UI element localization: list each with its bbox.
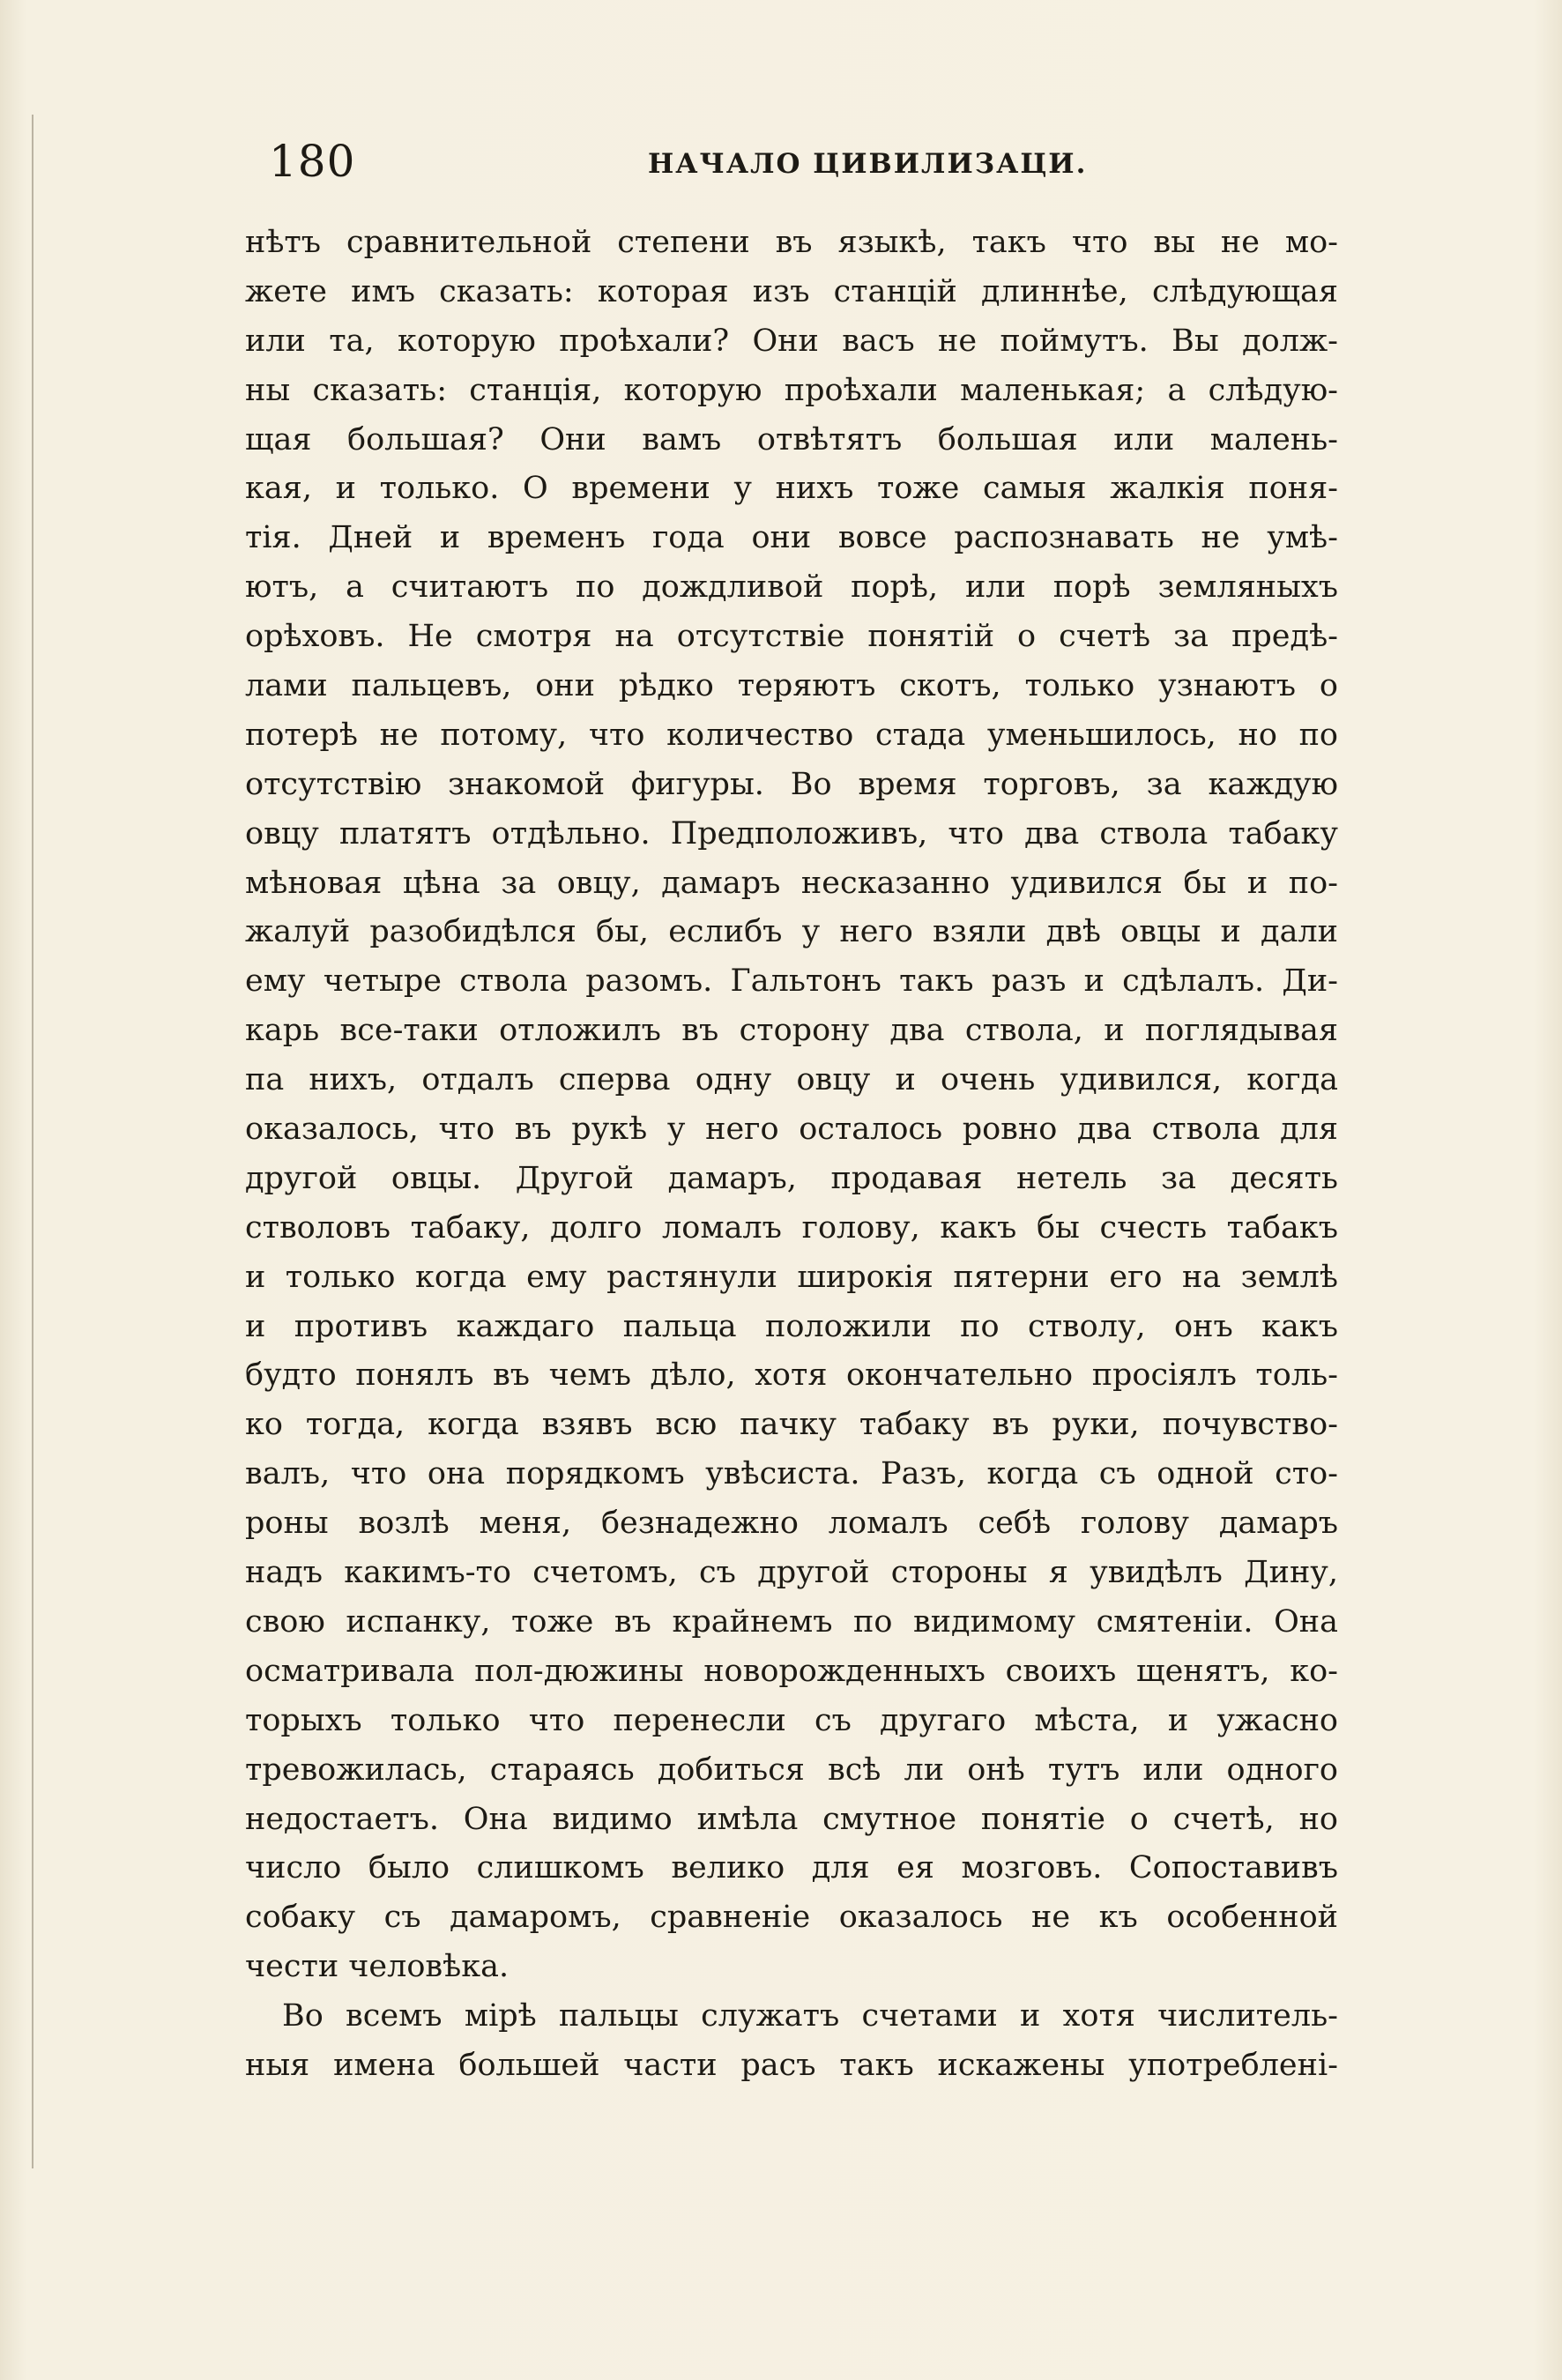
text-line: свою испанку, тоже въ крайнемъ по видимому смятеніи. Она <box>245 1603 1338 1640</box>
text-line: овцу платятъ отдѣльно. Предположивъ, что два ствола табаку <box>245 815 1338 852</box>
page-edge-shadow <box>32 115 33 2168</box>
text-line: орѣховъ. Не смотря на отсутствіе понятій о счетѣ за предѣ- <box>245 619 1338 655</box>
text-line: недостаетъ. Она видимо имѣла смутное понятіе о счетѣ, но <box>245 1801 1338 1837</box>
text-line: ему четыре ствола разомъ. Гальтонъ такъ разъ и сдѣлалъ. Ди- <box>245 963 1338 1000</box>
text-line: кая, и только. О времени у нихъ тоже самыя жалкія поня- <box>245 471 1338 507</box>
text-line: ны сказать: станція, которую проѣхали маленькая; а слѣдую- <box>245 372 1338 408</box>
text-line: и противъ каждаго пальца положили по стволу, онъ какъ <box>245 1308 1338 1344</box>
text-line: лами пальцевъ, они рѣдко теряютъ скотъ, только узнаютъ о <box>245 668 1338 704</box>
text-line: ныя имена большей части расъ такъ искажены употреблені- <box>245 2047 1338 2083</box>
body-text <box>245 219 1338 2091</box>
text-line: тія. Дней и временъ года они вовсе распознавать не умѣ- <box>245 520 1338 556</box>
text-line: осматривала пол-дюжины новорожденныхъ своихъ щенятъ, ко- <box>245 1653 1338 1689</box>
text-line: ко тогда, когда взявъ всю пачку табаку въ руки, почувство- <box>245 1407 1338 1443</box>
running-head: НАЧАЛО ЦИВИЛИЗАЦИ. <box>648 148 1088 180</box>
text-line: валъ, что она порядкомъ увѣсиста. Разъ, когда съ одной сто- <box>245 1456 1338 1492</box>
text-line: собаку съ дамаромъ, сравненіе оказалось не къ особенной <box>245 1900 1338 1936</box>
text-line: отсутствію знакомой фигуры. Во время торговъ, за каждую <box>245 766 1338 802</box>
text-line: или та, которую проѣхали? Они васъ не поймутъ. Вы долж- <box>245 323 1338 359</box>
text-line: жалуй разобидѣлся бы, еслибъ у него взяли двѣ овцы и дали <box>245 914 1338 950</box>
text-line: надъ какимъ-то счетомъ, съ другой стороны я увидѣлъ Дину, <box>245 1555 1338 1591</box>
text-line: стволовъ табаку, долго ломалъ голову, какъ бы счесть табакъ <box>245 1209 1338 1246</box>
paragraph-start-line: Во всемъ мірѣ пальцы служатъ счетами и хотя числитель- <box>282 1998 1338 2034</box>
text-line: будто понялъ въ чемъ дѣло, хотя окончательно просіялъ толь- <box>245 1357 1338 1394</box>
text-line: щая большая? Они вамъ отвѣтятъ большая или малень- <box>245 421 1338 457</box>
text-line: тревожилась, стараясь добиться всѣ ли онѣ тутъ или одного <box>245 1752 1338 1788</box>
text-line: ютъ, а считаютъ по дождливой порѣ, или порѣ земляныхъ <box>245 569 1338 606</box>
text-line: потерѣ не потому, что количество стада уменьшилось, но по <box>245 717 1338 753</box>
text-line: нѣтъ сравнительной степени въ языкѣ, такъ что вы не мо- <box>245 225 1338 260</box>
text-line: торыхъ только что перенесли съ другаго мѣста, и ужасно <box>245 1702 1338 1738</box>
text-line: карь все-таки отложилъ въ сторону два ствола, и поглядывая <box>245 1013 1338 1049</box>
text-line: жете имъ сказать: которая изъ станцій длиннѣе, слѣдующая <box>245 273 1338 309</box>
text-line: па нихъ, отдалъ сперва одну овцу и очень удивился, когда <box>245 1062 1338 1098</box>
text-line: и только когда ему растянули широкія пятерни его на землѣ <box>245 1259 1338 1295</box>
page-number: 180 <box>269 136 356 187</box>
text-line: роны возлѣ меня, безнадежно ломалъ себѣ голову дамаръ <box>245 1506 1338 1542</box>
paragraph-end-line: чести человѣка. <box>245 1949 510 1985</box>
text-line: мѣновая цѣна за овцу, дамаръ несказанно удивился бы и по- <box>245 865 1338 901</box>
text-line: число было слишкомъ велико для ея мозговъ. Сопоставивъ <box>245 1850 1338 1886</box>
text-line: оказалось, что въ рукѣ у него осталось ровно два ствола для <box>245 1112 1338 1148</box>
page-header <box>269 132 1344 194</box>
text-line: другой овцы. Другой дамаръ, продавая нетель за десять <box>245 1160 1338 1196</box>
